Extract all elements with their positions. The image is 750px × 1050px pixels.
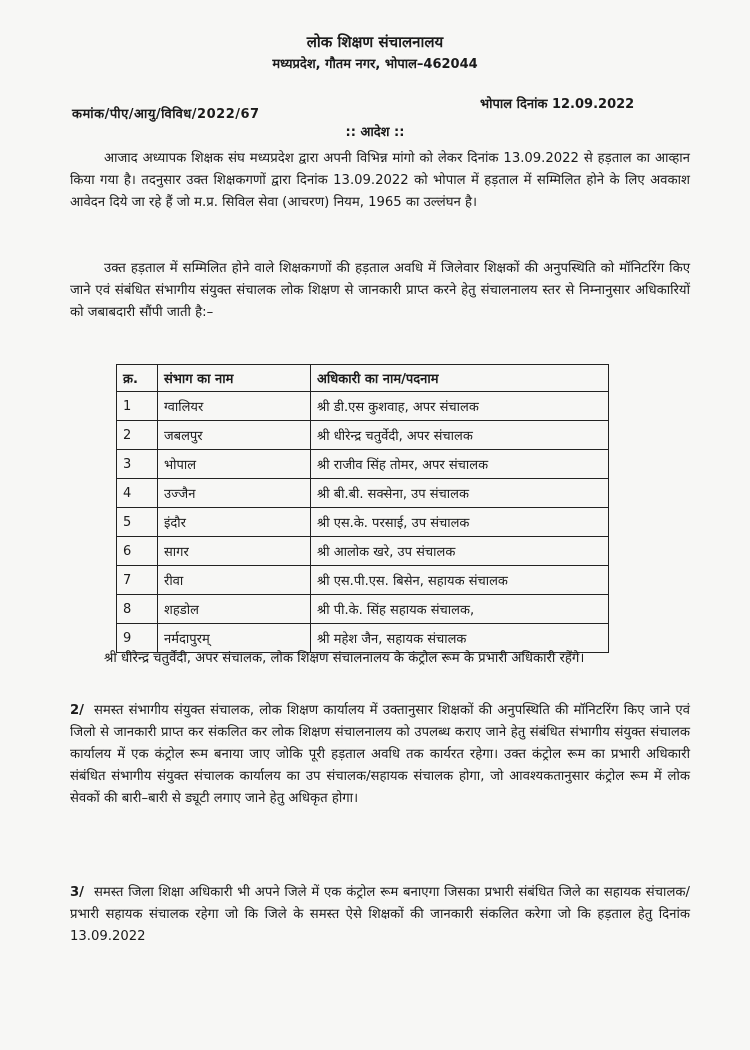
table-row <box>117 479 609 508</box>
table-row <box>117 392 609 421</box>
table-header-row <box>117 365 609 392</box>
header-officer: अधिकारी का नाम/पदनाम <box>311 365 609 392</box>
paragraph-5-text: समस्त जिला शिक्षा अधिकारी भी अपने जिले में एक कंट्रोल रूम बनाएगा जिसका प्रभारी संबंधित जिले का सहायक संचालक/प्रभारी सहायक संचालक रहेगा जो कि जिले के समस्त ऐसे शिक्षकों की जानकारी संकलित करेगा जो कि हड़ताल हेतु दिनांक 13.09.2022 <box>70 885 690 944</box>
cell-officer: श्री पी.के. सिंह सहायक संचालक, <box>311 595 609 624</box>
officers-table <box>116 364 609 653</box>
cell-division: नर्मदापुरम् <box>158 624 311 653</box>
office-title: लोक शिक्षण संचालनालय <box>306 33 444 51</box>
table-row <box>117 595 609 624</box>
cell-division: रीवा <box>158 566 311 595</box>
paragraph-1: आजाद अध्यापक शिक्षक संघ मध्यप्रदेश द्वारा अपनी विभिन्न मांगो को लेकर दिनांक 13.09.2022 से हड़ताल का आव्हान किया गया है। तदनुसार उक्त शिक्षकगणों द्वारा दिनांक 13.09.2022 को भोपाल में हड़ताल में सम्मिलित होने के लिए अवकाश आवेदन दिये जा रहे हैं जो म.प्र. सिविल सेवा (आचरण) नियम, 1965 का उल्लंघन है। <box>70 151 690 210</box>
cell-serial: 3 <box>117 450 158 479</box>
table-row <box>117 537 609 566</box>
cell-serial: 8 <box>117 595 158 624</box>
paragraph-5 <box>70 882 690 948</box>
reference-number: कमांक/पीए/आयु/विविध/2022/67 <box>72 107 260 122</box>
paragraph-5-number: 3/ <box>70 885 84 900</box>
header-division: संभाग का नाम <box>158 365 311 392</box>
cell-officer: श्री डी.एस कुशवाह, अपर संचालक <box>311 392 609 421</box>
cell-serial: 6 <box>117 537 158 566</box>
cell-division: शहडोल <box>158 595 311 624</box>
table-row <box>117 421 609 450</box>
office-address: मध्यप्रदेश, गौतम नगर, भोपाल–462044 <box>272 57 478 72</box>
cell-officer: श्री एस.के. परसाई, उप संचालक <box>311 508 609 537</box>
table-row <box>117 508 609 537</box>
cell-serial: 5 <box>117 508 158 537</box>
cell-serial: 9 <box>117 624 158 653</box>
cell-officer: श्री महेश जैन, सहायक संचालक <box>311 624 609 653</box>
cell-officer: श्री बी.बी. सक्सेना, उप संचालक <box>311 479 609 508</box>
paragraph-3: श्री धीरेन्द्र चतुर्वेदी, अपर संचालक, लोक शिक्षण संचालनालय के कंट्रोल रूम के प्रभारी अधिकारी रहेंगे। <box>104 651 585 666</box>
order-title: :: आदेश :: <box>345 125 405 140</box>
cell-division: उज्जैन <box>158 479 311 508</box>
table-row <box>117 566 609 595</box>
header-serial: क्र. <box>117 365 158 392</box>
cell-serial: 7 <box>117 566 158 595</box>
paragraph-4-text: समस्त संभागीय संयुक्त संचालक, लोक शिक्षण कार्यालय में उक्तानुसार शिक्षकों की अनुपस्थिति की मॉनिटरिंग किए जाने एवं जिलो से जानकारी प्राप्त कर संकलित कर लोक शिक्षण संचालनालय को उपलब्ध कराए जाने हेतु संबंधित संभागीय संयुक्त संचालक कार्यालय में एक कंट्रोल रूम बनाया जाए जोकि पूरी हड़ताल अवधि तक कार्यरत रहेगा। उक्त कंट्रोल रूम का प्रभारी अधिकारी संबंधित संभागीय संयुक्त संचालक कार्यालय का उप संचालक/सहायक संचालक होगा, जो आवश्यकतानुसार कंट्रोल रूम में लोक सेवकों की बारी–बारी से ड्यूटी लगाए जाने हेतु अधिकृत होगा। <box>70 703 690 806</box>
cell-officer: श्री एस.पी.एस. बिसेन, सहायक संचालक <box>311 566 609 595</box>
cell-officer: श्री राजीव सिंह तोमर, अपर संचालक <box>311 450 609 479</box>
cell-division: सागर <box>158 537 311 566</box>
cell-serial: 2 <box>117 421 158 450</box>
cell-division: इंदौर <box>158 508 311 537</box>
cell-division: जबलपुर <box>158 421 311 450</box>
cell-officer: श्री आलोक खरे, उप संचालक <box>311 537 609 566</box>
cell-serial: 4 <box>117 479 158 508</box>
paragraph-4-number: 2/ <box>70 703 84 718</box>
paragraph-4 <box>70 700 690 810</box>
table-row <box>117 450 609 479</box>
cell-officer: श्री धीरेन्द्र चतुर्वेदी, अपर संचालक <box>311 421 609 450</box>
cell-division: भोपाल <box>158 450 311 479</box>
date-line: भोपाल दिनांक 12.09.2022 <box>480 97 635 112</box>
cell-serial: 1 <box>117 392 158 421</box>
cell-division: ग्वालियर <box>158 392 311 421</box>
paragraph-2: उक्त हड़ताल में सम्मिलित होने वाले शिक्षकगणों की हड़ताल अवधि में जिलेवार शिक्षकों की अनुपस्थिति को मॉनिटरिंग किए जाने एवं संबंधित संभागीय संयुक्त संचालक लोक शिक्षण से जानकारी प्राप्त करने हेतु संचालनालय स्तर से निम्नानुसार अधिकारियों को जबाबदारी सौंपी जाती है:– <box>70 261 690 320</box>
